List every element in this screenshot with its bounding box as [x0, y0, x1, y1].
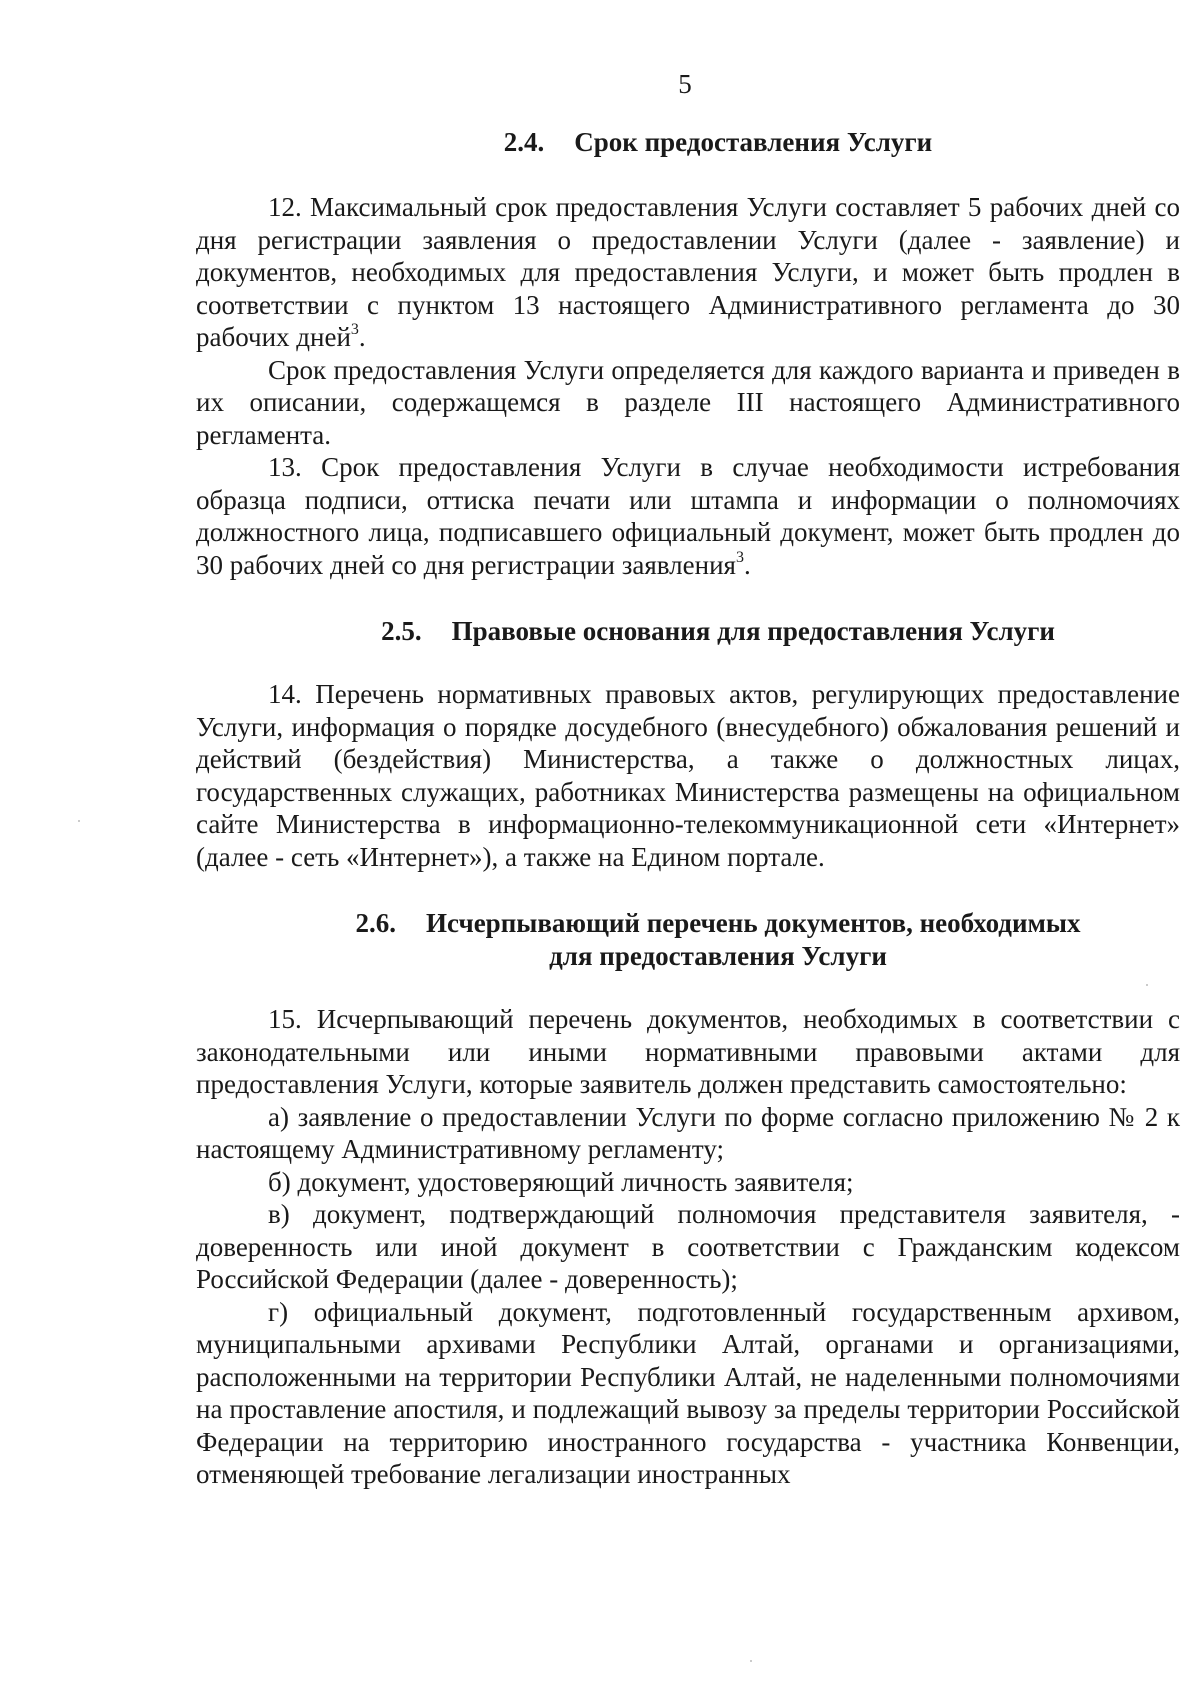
scan-speck — [750, 1660, 752, 1662]
section-heading-2-6 — [196, 907, 1180, 973]
page-content — [196, 126, 1180, 1491]
page-number: 5 — [678, 69, 692, 99]
paragraph-term-variants: Срок предоставления Услуги определяется для каждого варианта и приведен в их описании, содержащемся в разделе III настоящего Административного регламента. — [196, 354, 1180, 450]
footnote-ref: 3 — [735, 548, 744, 566]
section-heading-2-5 — [196, 615, 1180, 648]
paragraph-12: 12. Максимальный срок предоставления Услуги составляет 5 рабочих дней со дня регистрации заявления о предоставлении Услуги (далее - заявление) и документов, необходимых для предоставления Услуги, и может быть продлен в соответствии с пунктом 13 настоящего Административного регламента до 30 рабочих дней$^3$. — [196, 192, 1180, 352]
section-number: 2.5. — [381, 616, 422, 646]
paragraph-13: 13. Срок предоставления Услуги в случае необходимости истребования образца подписи, оттиска печати или штампа и информации о полномочиях должностного лица, подписавшего официальный документ, может быть продлен до 30 рабочих дней со дня регистрации заявления$^3$. — [196, 452, 1180, 580]
section-title-line-1: Исчерпывающий перечень документов, необходимых — [426, 908, 1081, 938]
list-item-g: г) официальный документ, подготовленный государственным архивом, муниципальными архивами Республики Алтай, органами и организациями, расположенными на территории Республики Алтай, не наделенными полномочиями на проставление апостиля, и подлежащий вывозу за пределы территории Российской Федерации на территорию иностранного государства - участника Конвенции, отменяющей требование легализации иностранных — [196, 1296, 1180, 1489]
footnote-ref: 3 — [350, 321, 359, 338]
section-number: 2.6. — [355, 908, 397, 938]
scan-speck — [78, 820, 80, 822]
section-title: Правовые основания для предоставления Услуги — [451, 616, 1055, 646]
list-item-b: б) документ, удостоверяющий личность заявителя; — [268, 1166, 854, 1197]
paragraph-15: 15. Исчерпывающий перечень документов, необходимых в соответствии с законодательными или иными нормативными правовыми актами для предоставления Услуги, которые заявитель должен представить самостоятельно: — [196, 1004, 1180, 1099]
section-title-line-2: для предоставления Услуги — [549, 941, 887, 971]
section-number: 2.4. — [503, 127, 545, 157]
paragraph-14: 14. Перечень нормативных правовых актов, регулирующих предоставление Услуги, информация о порядке досудебного (внесудебного) обжалования решений и действий (бездействия) Министерства, а также о должностных лицах, государственных служащих, работниках Министерства размещены на официальном сайте Министерства в информационно-телекоммуникационной сети «Интернет» (далее - сеть «Интернет»), а также на Едином портале. — [196, 679, 1180, 872]
paragraph-text: 13. Срок предоставления Услуги в случае необходимости истребования образца подписи, оттиска печати или штампа и информации о полномочиях должностного лица, подписавшего официальный документ, может быть продлен до 30 рабочих дней со дня регистрации заявления — [196, 452, 1180, 580]
scan-speck — [1146, 984, 1148, 986]
paragraph-text: 12. Максимальный срок предоставления Услуги составляет 5 рабочих дней со дня регистрации заявления о предоставлении Услуги (далее - заявление) и документов, необходимых для предоставления Услуги, и может быть продлен в соответствии с пунктом 13 настоящего Административного регламента до 30 рабочих дней — [196, 192, 1180, 352]
list-item-v: в) документ, подтверждающий полномочия представителя заявителя, - доверенность или иной документ в соответствии с Гражданским кодексом Российской Федерации (далее - доверенность); — [196, 1199, 1180, 1294]
list-item-a: а) заявление о предоставлении Услуги по форме согласно приложению № 2 к настоящему Административному регламенту; — [196, 1101, 1180, 1164]
section-title: Срок предоставления Услуги — [574, 127, 933, 157]
section-heading-2-4 — [196, 126, 1180, 159]
